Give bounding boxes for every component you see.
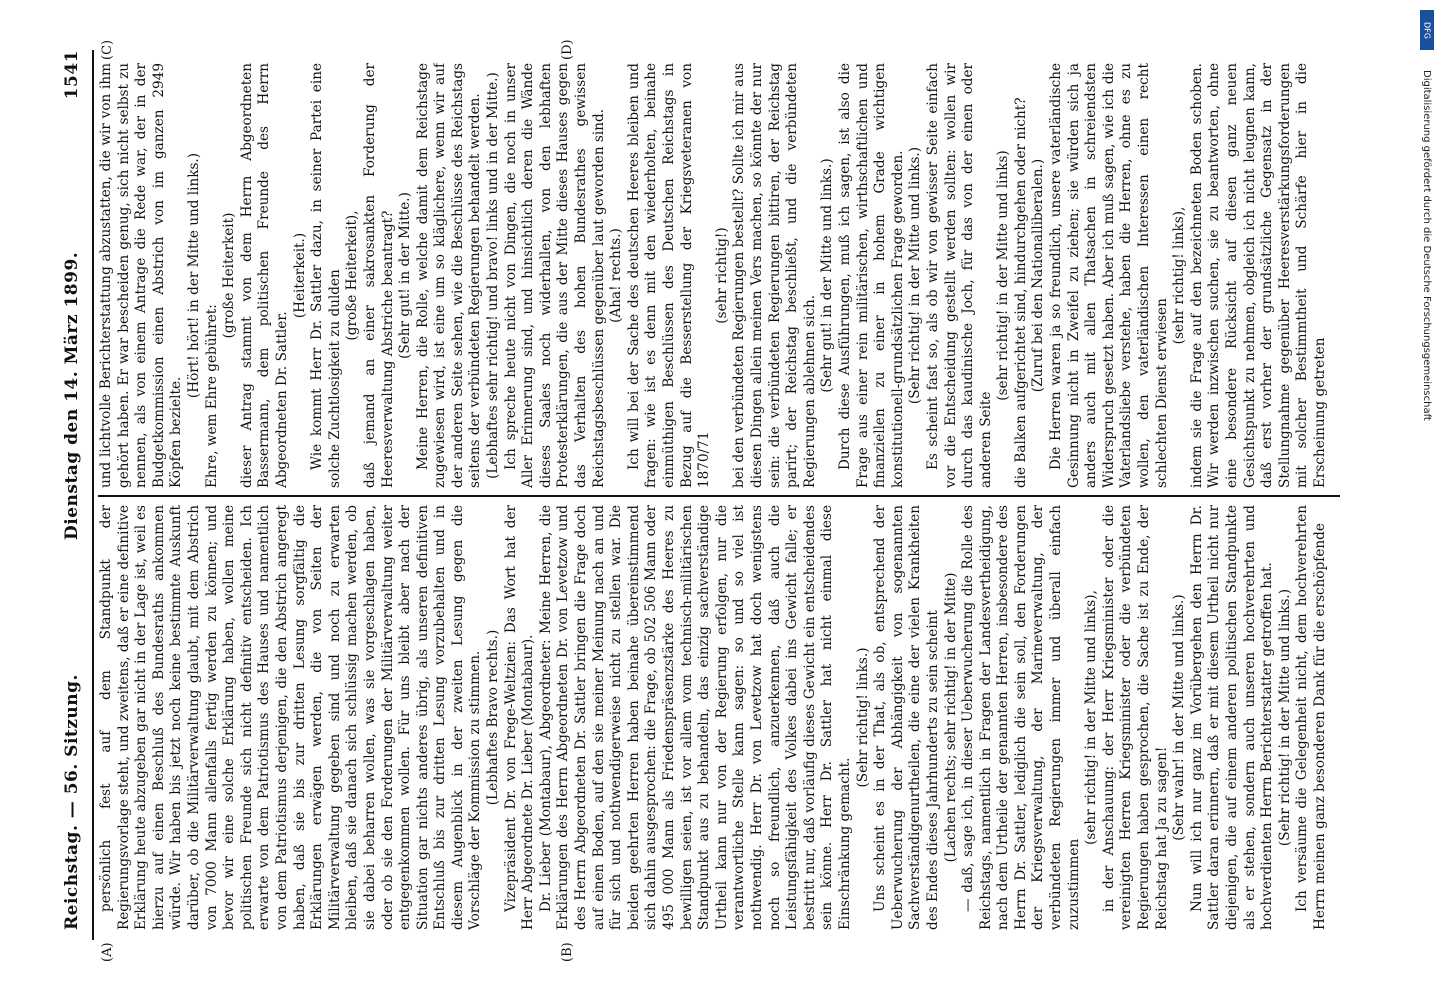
- interjection: (sehr richtig! in der Mitte und links): [995, 150, 1012, 401]
- paragraph: Ich spreche heute nicht von Dingen, die noch in unser Aller Erinnerung sind, und hinsichtlich deren die Wände dieses Saales noch widerhallen, von den lebhaften Protesterklärungen, die aus der Mitte dieses Hauses gegen das Verhalten des hohen Bundesrathes gewissen Reichstagsbeschlüssen gegenüber laut geworden sind.: [502, 63, 607, 488]
- page-number: 1541: [62, 50, 82, 100]
- paragraph: Dr. Lieber (Montabaur), Abgeordneter: Meine Herren, die Erklärungen des Herrn Abgeordneten Dr. von Levetzow und des Herrn Abgeordneten Dr. Sattler bringen die Frage doch auf einen Boden, auf den sie meiner Meinung nach an und für sich und nothwendigerweise nicht zu stellen war. Die beiden geehrten Herren haben beinahe übereinstimmend sich dahin ausgesprochen: die Frage, ob 502 506 Mann oder 495 000 Mann als Friedenspräsenzstärke des Heeres zu bewilligen seien, ist vor allem vom technisch-militärischen Standpunkt aus zu behandeln, das einzig sachverständige Urtheil kann nur von der Regierung erfolgen, nur die verantwortliche Stelle kann sagen: so und so viel ist nothwendig. Herr Dr. von Levetzow hat doch wenigstens noch so freundlich, anzuerkennen, daß auch die Leistungsfähigkeit des Volkes dabei ins Gewicht falle; er bestritt nur, daß vorläufig dieses Gewicht ein entscheidendes sein könne. Herr Dr. Sattler hat nicht einmal diese Einschränkung gemacht.: [537, 505, 853, 930]
- interjection: (Sehr wahr! in der Mitte und links.): [1171, 594, 1188, 841]
- paragraph: Ich will bei der Sache des deutschen Heeres bleiben und fragen: wie ist es denn mit den wiederholten, beinahe einmüthigen Beschlüssen des Deutschen Reichstags in Bezug auf die Besserstellung der Kriegsveteranen von 1870/71: [625, 63, 713, 488]
- interjection: (Sehr richtig! in der Mitte und links.): [1276, 588, 1293, 847]
- column-rule: [98, 495, 1340, 497]
- paragraph: dieser Antrag stammt von dem Herrn Abgeordneten Bassermann, dem politischen Freunde des Herrn Abgeordneten Dr. Sattler.: [238, 63, 290, 488]
- paragraph: bei den verbündeten Regierungen bestellt? Sollte ich mir aus diesen Dingen allein meinen Vers machen, so könnte der nur sein: die verbündeten Regierungen bittiren, der Reichstag parirt; der Reichstag beschließt, und die verbündeten Regierungen ablehnen sich.: [731, 63, 818, 488]
- interjection: (sehr richtig! in der Mitte und links),: [1083, 590, 1100, 845]
- interjection: (Sehr richtig! in der Mitte und links.): [907, 146, 924, 405]
- dfg-logo: DFG: [1420, 10, 1434, 50]
- marker-d: (D): [560, 39, 575, 60]
- paragraph: — daß, sage ich, in dieser Ueberwucherung die Rolle des Reichstags, namentlich in Fragen der Landesvertheidigung, nach dem Urtheile der genannten Herren, insbesondere des Herrn Dr. Sattler, lediglich die sein soll, den Forderungen der Kriegsverwaltung, der Marineverwaltung, der verbündeten Regierungen immer und überall einfach zuzustimmen: [960, 505, 1082, 930]
- digitization-note: Digitalisierung gefördert durch die Deutsche Forschungsgemeinschaft: [1421, 70, 1432, 421]
- paragraph: in der Anschauung: der Herr Kriegsminister oder die vereinigten Herren Kriegsminister oder die verbündeten Regierungen haben gesprochen, die Sache ist zu Ende, der Reichstag hat Ja zu sagen!: [1100, 505, 1170, 930]
- interjection: (Lachen rechts; sehr richtig! in der Mitte): [942, 572, 959, 863]
- paragraph: Ehre, wem Ehre gebühret:: [203, 304, 220, 488]
- marker-a: (A): [100, 942, 115, 962]
- marker-c: (C): [100, 39, 115, 60]
- interjection: (Hört! hört! in der Mitte und links.): [185, 152, 202, 399]
- interjection: (Lebhaftes Bravo rechts.): [485, 629, 502, 806]
- interjection: (Heiterkeit.): [291, 232, 308, 319]
- right-column: [98, 63, 1350, 488]
- left-column: [98, 505, 1350, 930]
- paragraph: Wie kommt Herr Dr. Sattler dazu, in seiner Partei eine solche Zuchtlosigkeit zu dulden: [309, 63, 343, 488]
- paragraph: indem sie die Frage auf den bezeichneten Boden schoben. Wir werden inzwischen suchen, sie zu beantworten, ohne eine besondere Rücksicht auf diesen ganz neuen Gesichtspunkt zu nehmen, obgleich ich nicht leugnen kann, daß erst vorher der grundsätzliche Gegensatz in der Stellungnahme gegenüber Heeresverstärkungsforderungen mit solcher Bestimmtheit und Schärfe hier in die Erscheinung getreten: [1188, 63, 1328, 488]
- marker-b: (B): [560, 942, 575, 962]
- paragraph: Die Herren waren ja so freundlich, unsere vaterländische Gesinnung nicht in Zweifel zu ziehen; sie würden sich ja anders auch mit allen Thatsachen in schreiendsten Widerspruch gesetzt haben. Aber ich muß sagen, wie ich die Vaterlandsliebe verstehe, haben die Herren, ohne es zu wollen, den vaterländischen Interessen einen recht schlechten Dienst erwiesen: [1048, 63, 1170, 488]
- paragraph: Uns scheint es in der That, als ob, entsprechend der Ueberwucherung der Abhängigkeit von sogenannten Sachverständigenurtheilen, die eine der vielen Krankheiten des Endes dieses Jahrhunderts zu sein scheint: [872, 505, 941, 930]
- paragraph: und lichtvolle Berichterstattung abzustatten, die wir von ihm gehört haben. Er war bescheiden genug, sich nicht selbst zu nennen, als von einem Antrage die Rede war, der in der Budgetkommission einen Abstrich von im ganzen 2949 Köpfen bezielte.: [98, 63, 185, 488]
- paragraph: Ich versäume die Gelegenheit nicht, dem hochverehrten Herrn meinen ganz besonderen Dank für die erschöpfende: [1294, 505, 1328, 930]
- header-left: Reichstag. — 56. Sitzung.: [62, 674, 82, 930]
- paragraph: Es scheint fast so, als ob wir von gewisser Seite einfach vor die Entscheidung gestellt werden sollten: wollen wir durch das kaudinische Joch, für das von der einen oder anderen Seite: [924, 63, 994, 488]
- interjection: (Zuruf bei den Nationalliberalen.): [1030, 158, 1047, 393]
- interjection: (Aha! rechts.): [608, 228, 625, 323]
- paragraph: daß jemand an einer sakrosankten Forderung der Heeresverwaltung Abstriche beantragt?: [361, 63, 396, 488]
- header-date: Dienstag den 14. März 1899.: [62, 251, 82, 540]
- interjection: (große Heiterkeit),: [344, 210, 361, 341]
- paragraph: persönlich fest auf dem Standpunkt der Regierungsvorlage steht, und zweitens, daß er eine definitive Erklärung heute abzugeben gar nicht in der Lage ist, weil es hierzu auf einen Beschluß des Bundesraths ankommen würde. Wir haben bis jetzt noch keine bestimmte Auskunft darüber, ob die Militärverwaltung glaubt, mit dem Abstrich von 7000 Mann allenfalls fertig werden zu können; und bevor wir eine solche Erklärung haben, wollen meine politischen Freunde sich nicht definitiv entscheiden. Ich erwarte von dem Patriotismus des Hauses und namentlich von dem Patriotismus derjenigen, die den Abstrich angeregt haben, daß sie bis zur dritten Lesung sorgfältig die Erklärungen erwägen werden, die von Seiten der Militärverwaltung gegeben sind und noch zu erwarten bleiben, daß sie danach sich schlüssig machen werden, ob sie dabei beharren wollen, was sie vorgeschlagen haben, oder ob sie den Forderungen der Militärverwaltung weiter entgegenkommen wollen. Für uns bleibt aber nach der Situation gar nichts anderes übrig, als unseren definitiven Entschluß bis zur dritten Lesung vorzubehalten und in diesem Augenblick in der zweiten Lesung gegen die Vorschläge der Kommission zu stimmen.: [98, 505, 484, 930]
- header-rule: [92, 50, 94, 940]
- interjection: (Sehr gut! in der Mitte.): [397, 192, 414, 359]
- interjection: (Sehr richtig! links.): [854, 647, 871, 788]
- interjection: (große Heiterkeit): [221, 212, 238, 339]
- paragraph: Nun will ich nur ganz im Vorübergehen den Herrn Dr. Sattler daran erinnern, daß er mit diesem Urtheil nicht nur diejenigen, die auf einem anderen politischen Standpunkte als er stehen, sondern auch unseren hochverehrten und hochverdienten Herrn Berichterstatter getroffen hat.: [1188, 505, 1276, 930]
- interjection: (Sehr gut! in der Mitte und links.): [819, 158, 836, 393]
- page-header: [62, 40, 90, 960]
- paragraph: Meine Herren, die Rolle, welche damit dem Reichstage zugewiesen wird, ist eine um so kläglichere, wenn wir auf der anderen Seite sehen, wie die Beschlüsse des Reichstags seitens der verbündeten Regierungen behandelt werden.: [414, 63, 484, 488]
- interjection: (sehr richtig!): [713, 227, 730, 324]
- interjection: (sehr richtig! links),: [1171, 206, 1188, 345]
- paragraph: die Balken aufgerichtet sind, hindurchgehen oder nicht?: [1012, 97, 1029, 488]
- paragraph: Durch diese Ausführungen, muß ich sagen, ist also die Frage aus einer rein militärischen, wirthschaftlichen und finanziellen zu einer in hohem Grade wichtigen konstitutionell-grundsätzlichen Frage geworden.: [836, 63, 906, 488]
- interjection: (Lebhaftes sehr richtig! und bravo! links und in der Mitte.): [485, 72, 502, 479]
- paragraph: Vizepräsident Dr. von Frege-Weltzien: Das Wort hat der Herr Abgeordnete Dr. Lieber (Montabaur).: [502, 505, 537, 930]
